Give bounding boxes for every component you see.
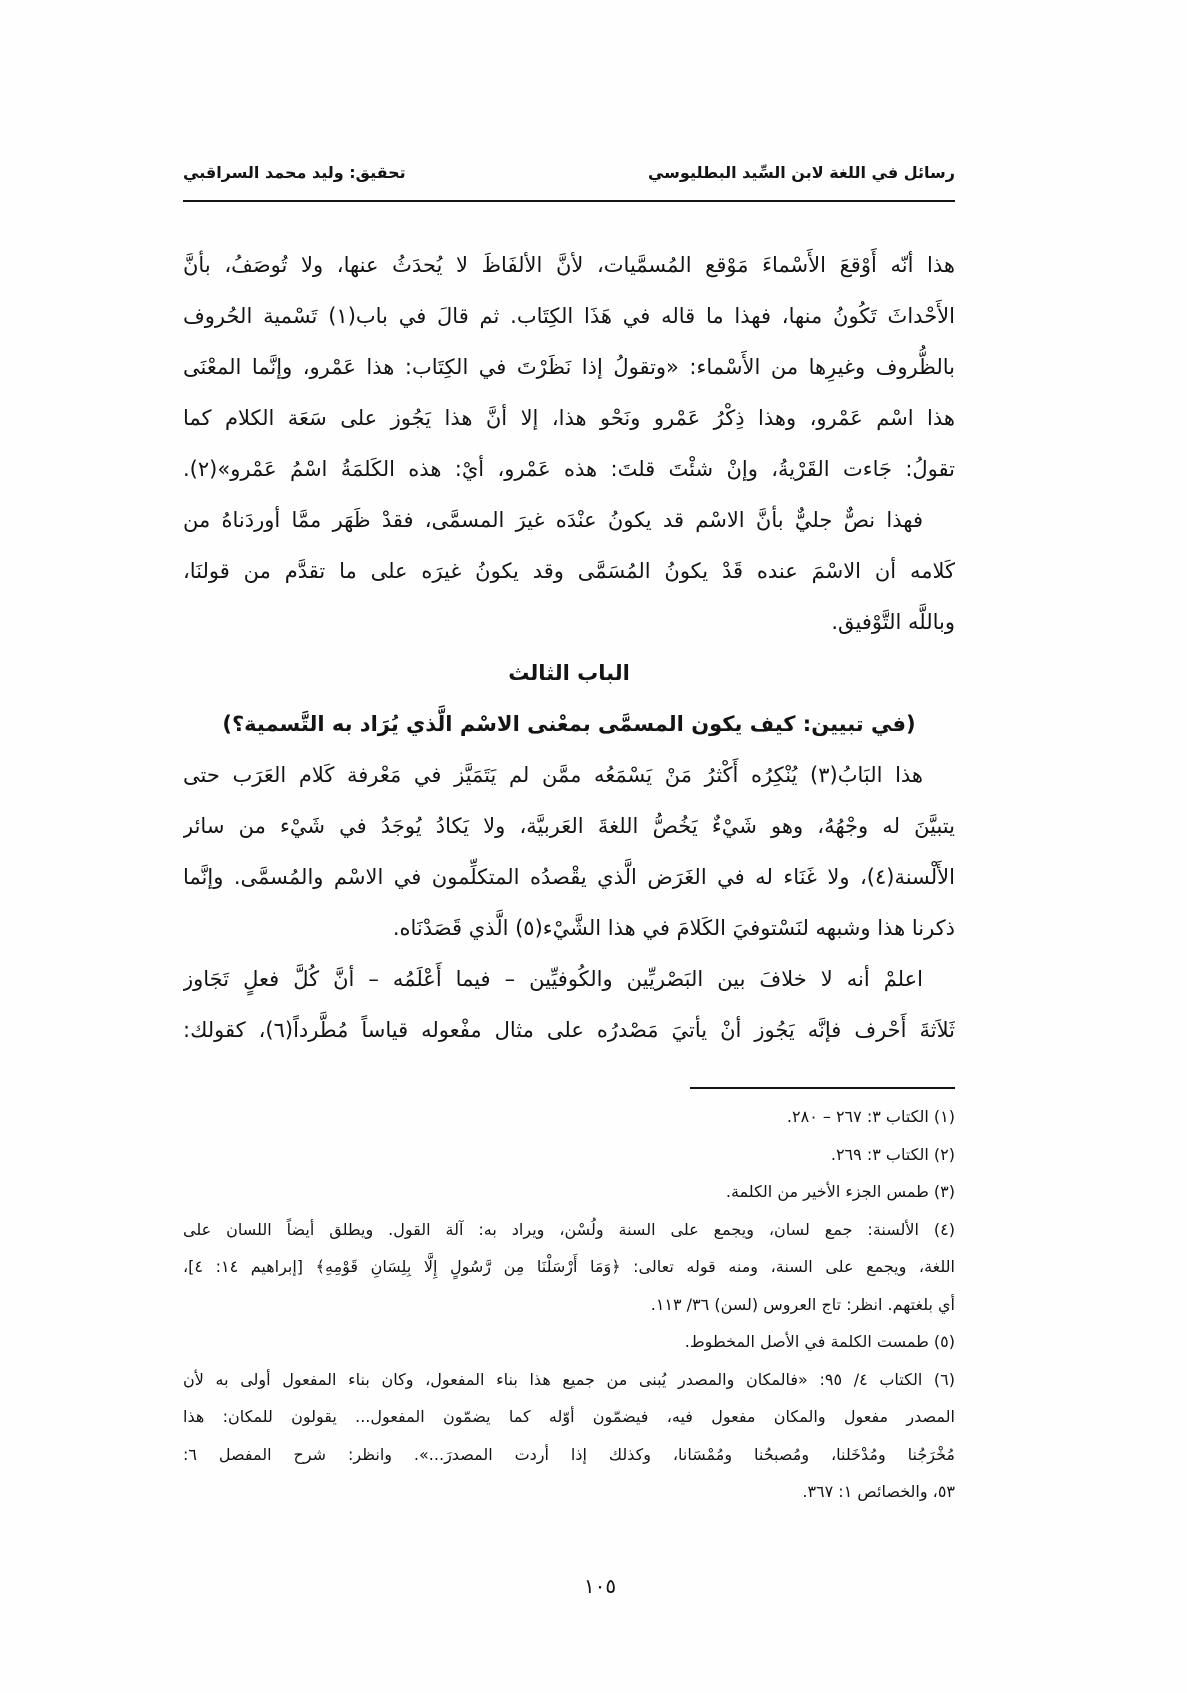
- text-line: كَلامه أن الاسْمَ عنده قَدْ يكونُ المُسَمَّى وقد يكونُ غيرَه على ما تقدَّم من قولنَا،: [183, 559, 955, 583]
- text-line: اعلمْ أنه لا خلافَ بين البَصْريِّين والكُوفيِّين – فيما أَعْلَمُه – أنَّ كُلَّ فعلٍ تَجَاوز: [183, 967, 923, 991]
- running-header-editor: تحقيق: وليد محمد السراقبي: [183, 163, 406, 182]
- footnote: [183, 1211, 955, 1324]
- footnote-line: (٢) الكتاب ٣: ٢٦٩.: [830, 1144, 955, 1164]
- paragraph: [183, 954, 955, 1056]
- footnote-line: (٣) طمس الجزء الأخير من الكلمة.: [725, 1182, 955, 1201]
- text-line: يتبيَّنَ له وجْهُهُ، وهو شَيْءٌ يَخُصُّ اللغةَ العَربيَّة، ولا يَكادُ يُوجَدُ في شَيْء من سائر: [183, 814, 955, 838]
- text-line: الأَلْسنة(٤)، ولا غَنَاء له في الغَرَض الَّذي يقْصدُه المتكلِّمون في الاسْم والمُسمَّى. وإنَّما: [183, 865, 955, 889]
- text-line: ذكرنا هذا وشبهه لنَسْتوفيَ الكَلامَ في هذا الشَّيْء(٥) الَّذي قَصَدْنَاه.: [392, 916, 955, 940]
- text-line: فهذا نصٌّ جليٌّ بأنَّ الاسْم قد يكونُ عنْدَه غيرَ المسمَّى، فقدْ ظَهَر ممَّا أوردَناهُ من: [183, 508, 923, 532]
- text-line: بالظُّروف وغيرِها من الأَسْماء: «وتقولُ إذا نَظَرْتَ في الكِتَاب: هذا عَمْرو، وإنَّما المعْنَى: [183, 355, 955, 379]
- text-line: تقولُ: جَاءت القَرْيةُ، وإنْ شئْتَ قلتَ: هذه عَمْرو، أيْ: هذه الكَلمَةُ اسْمُ عَمْرو»(٢).: [183, 457, 955, 481]
- text-line: وباللَّه التَّوْفيق.: [831, 610, 955, 634]
- paragraph: [183, 495, 955, 648]
- footnotes: [183, 1098, 955, 1511]
- text-line: هذا البَابُ(٣) يُنْكِرُه أَكْثرُ مَنْ يَسْمَعُه ممَّن لم يَتَمَيَّز في مَعْرفة كَلام العَرَب حتى: [183, 763, 924, 787]
- body-text: [183, 240, 955, 1056]
- footnote: [183, 1098, 955, 1136]
- footnote-line: (٥) طمست الكلمة في الأصل المخطوط.: [684, 1332, 955, 1351]
- footnote-line: اللغة، ويجمع على السنة، ومنه قوله تعالى: ﴿وَمَا أَرْسَلْنَا مِن رَّسُولٍ إِلَّا بِلِسَانِ قَوْمِهِ﴾ [إبراهيم ١٤: ٤]،: [183, 1257, 955, 1276]
- text-line: هذا أنّه أَوْقعَ الأَسْماءَ مَوْقع المُسمَّيات، لأنَّ الألفَاظَ لا يُحدَثُ عنها، ولا تُوصَفُ، بأنَّ: [183, 253, 955, 277]
- text-line: هذا اسْم عَمْرو، وهذا ذِكْرُ عَمْرو ونَحْو هذا، إلا أنَّ هذا يَجُوز على سَعَة الكلام كما: [183, 406, 955, 430]
- text-line: ثَلاَثةَ أَحْرف فإنَّه يَجُوز أنْ يأتيَ مَصْدرُه على مثال مفْعوله قياساً مُطَّرداً(٦)، كقولك:: [183, 1018, 955, 1042]
- header-rule: [183, 200, 955, 202]
- footnote: [183, 1361, 955, 1511]
- footnote-line: (١) الكتاب ٣: ٢٦٧ – ٢٨٠.: [786, 1107, 955, 1126]
- text-line: الأَحْداثَ تَكُونُ منها، فهذا ما قاله في هَذَا الكِتَاب. ثم قالَ في باب(١) تَسْمية الحُروف: [183, 304, 955, 328]
- footnote-line: أي بلغتهم. انظر: تاج العروس (لسن) ٣٦/ ١١٣.: [650, 1294, 955, 1314]
- chapter-subtitle: (في تبيين: كيف يكون المسمَّى بمعْنى الاسْم الَّذي يُرَاد به التَّسمية؟): [222, 712, 916, 736]
- footnote-rule: [690, 1087, 955, 1089]
- footnote-line: المصدر مفعول والمكان مفعول فيه، فيضمّون أوّله كما يضمّون المفعول... يقولون للمكان: هذا: [183, 1407, 955, 1426]
- paragraph: [183, 240, 955, 495]
- footnote-line: ٥٣، والخصائص ١: ٣٦٧.: [802, 1482, 955, 1501]
- footnote: [183, 1136, 955, 1174]
- footnote-line: (٦) الكتاب ٤/ ٩٥: «فالمكان والمصدر يُبنى من جميع هذا بناء المفعول، وكان بناء المفعول أولى به لأن: [183, 1369, 955, 1389]
- chapter-title: الباب الثالث: [508, 661, 630, 685]
- paragraph: [183, 750, 955, 954]
- footnote: [183, 1173, 955, 1211]
- running-header-book-title: رسائل في اللغة لابن السِّيد البطليوسي: [647, 163, 955, 182]
- page-number: ١٠٥: [583, 1574, 617, 1598]
- footnote: [183, 1323, 955, 1361]
- footnote-line: (٤) الألسنة: جمع لسان، ويجمع على السنة ولُسْن، ويراد به: آلة القول. ويطلق أيضاً اللسان على: [183, 1219, 955, 1239]
- footnote-line: مُخْرَجُنا ومُدْخَلنا، ومُصبحُنا ومُمْسَانا، وكذلك إذا أردت المصدرَ...». وانظر: شرح المفصل ٦:: [183, 1444, 955, 1464]
